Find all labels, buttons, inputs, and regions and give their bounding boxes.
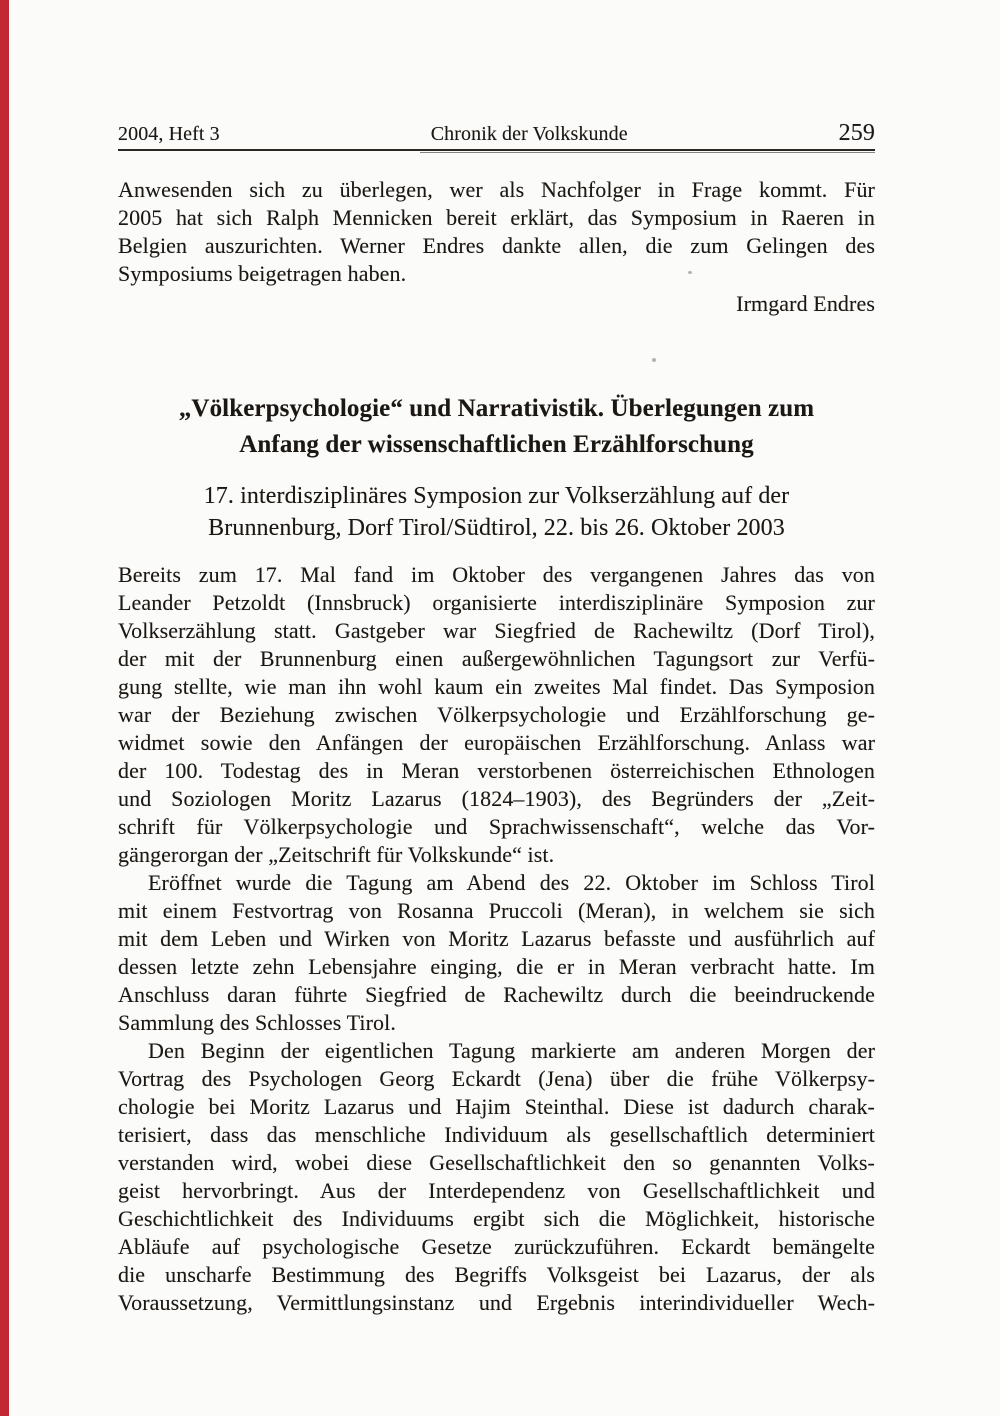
subtitle-line: 17. interdisziplinäres Symposion zur Volkserzählung auf der (203, 483, 790, 509)
text-line: Symposiums beigetragen haben. (118, 261, 407, 286)
text-line: Geschichtlichkeit des Individuums ergibt sich die Möglichkeit, historische (118, 1206, 875, 1231)
scan-speck (688, 271, 692, 274)
scan-edge-strip (0, 0, 9, 1416)
text-line: Volkserzählung statt. Gastgeber war Siegfried de Rachewiltz (Dorf Tirol), (118, 618, 875, 643)
header-page-number: 259 (838, 120, 875, 146)
text-line: geist hervorbringt. Aus der Interdependenz von Gesellschaftlichkeit und (118, 1178, 875, 1203)
text-line: Belgien auszurichten. Werner Endres dankte allen, die zum Gelingen des (118, 233, 875, 258)
text-line: Voraussetzung, Vermittlungsinstanz und Ergebnis interindividueller Wech- (118, 1290, 875, 1315)
text-line: chologie bei Moritz Lazarus und Hajim Steinthal. Diese ist dadurch charak- (118, 1094, 875, 1119)
text-line: Anschluss daran führte Siegfried de Rachewiltz durch die beeindruckende (118, 982, 875, 1007)
continuation-paragraph (118, 176, 875, 288)
text-line: der 100. Todestag des in Meran verstorbenen österreichischen Ethnologen (118, 758, 875, 783)
text-line: Eröffnet wurde die Tagung am Abend des 22. Oktober im Schloss Tirol (148, 870, 875, 895)
text-line: dessen letzte zehn Lebensjahre einging, die er in Meran verbracht hatte. Im (118, 954, 875, 979)
text-line: und Soziologen Moritz Lazarus (1824–1903), des Begründers der „Zeit- (118, 786, 875, 811)
text-line: gängerorgan der „Zeitschrift für Volkskunde“ ist. (118, 842, 555, 867)
text-line: terisiert, dass das menschliche Individuum als gesellschaftlich determiniert (118, 1122, 875, 1147)
text-line: schrift für Völkerpsychologie und Sprachwissenschaft“, welche das Vor- (118, 814, 875, 839)
header-rule-smudge (420, 152, 875, 153)
text-line: Bereits zum 17. Mal fand im Oktober des vergangenen Jahres das von (118, 562, 875, 587)
text-line: Den Beginn der eigentlichen Tagung markierte am anderen Morgen der (148, 1038, 875, 1063)
text-line: war der Beziehung zwischen Völkerpsychologie und Erzählforschung ge- (118, 702, 875, 727)
text-line: Leander Petzoldt (Innsbruck) organisierte interdisziplinäre Symposion zur (118, 590, 875, 615)
text-line: verstanden wird, wobei diese Gesellschaftlichkeit den so genannten Volks- (118, 1150, 875, 1175)
text-line: Anwesenden sich zu überlegen, wer als Nachfolger in Frage kommt. Für (118, 177, 875, 202)
header-issue: 2004, Heft 3 (118, 123, 220, 145)
paragraph (118, 1037, 875, 1317)
title-line: „Völkerpsychologie“ und Narrativistik. Überlegungen zum (178, 395, 815, 422)
header-rule (118, 149, 875, 151)
text-line: mit dem Leben und Wirken von Moritz Lazarus befasste und ausführlich auf (118, 926, 875, 951)
author-signature: Irmgard Endres (736, 291, 875, 316)
article-title (118, 391, 875, 463)
subtitle-line: Brunnenburg, Dorf Tirol/Südtirol, 22. bis 26. Oktober 2003 (208, 515, 785, 541)
text-line: mit einem Festvortrag von Rosanna Pruccoli (Meran), in welchem sie sich (118, 898, 875, 923)
header-journal-title: Chronik der Volkskunde (430, 123, 628, 145)
title-line: Anfang der wissenschaftlichen Erzählforschung (239, 431, 754, 458)
paragraph (118, 869, 875, 1037)
article-subtitle (118, 480, 875, 544)
text-line: Abläufe auf psychologische Gesetze zurückzuführen. Eckardt bemängelte (118, 1234, 875, 1259)
text-line: die unscharfe Bestimmung des Begriffs Volksgeist bei Lazarus, der als (118, 1262, 875, 1287)
text-line: Sammlung des Schlosses Tirol. (118, 1010, 396, 1035)
text-line: der mit der Brunnenburg einen außergewöhnlichen Tagungsort zur Verfü- (118, 646, 875, 671)
page-header (118, 120, 875, 150)
text-line: Vortrag des Psychologen Georg Eckardt (Jena) über die frühe Völkerpsy- (118, 1066, 875, 1091)
scan-speck (652, 358, 656, 362)
text-line: gung stellte, wie man ihn wohl kaum ein zweites Mal findet. Das Symposion (118, 674, 875, 699)
text-line: 2005 hat sich Ralph Mennicken bereit erklärt, das Symposium in Raeren in (118, 205, 875, 230)
text-line: widmet sowie den Anfängen der europäischen Erzählforschung. Anlass war (118, 730, 875, 755)
paragraph (118, 561, 875, 869)
